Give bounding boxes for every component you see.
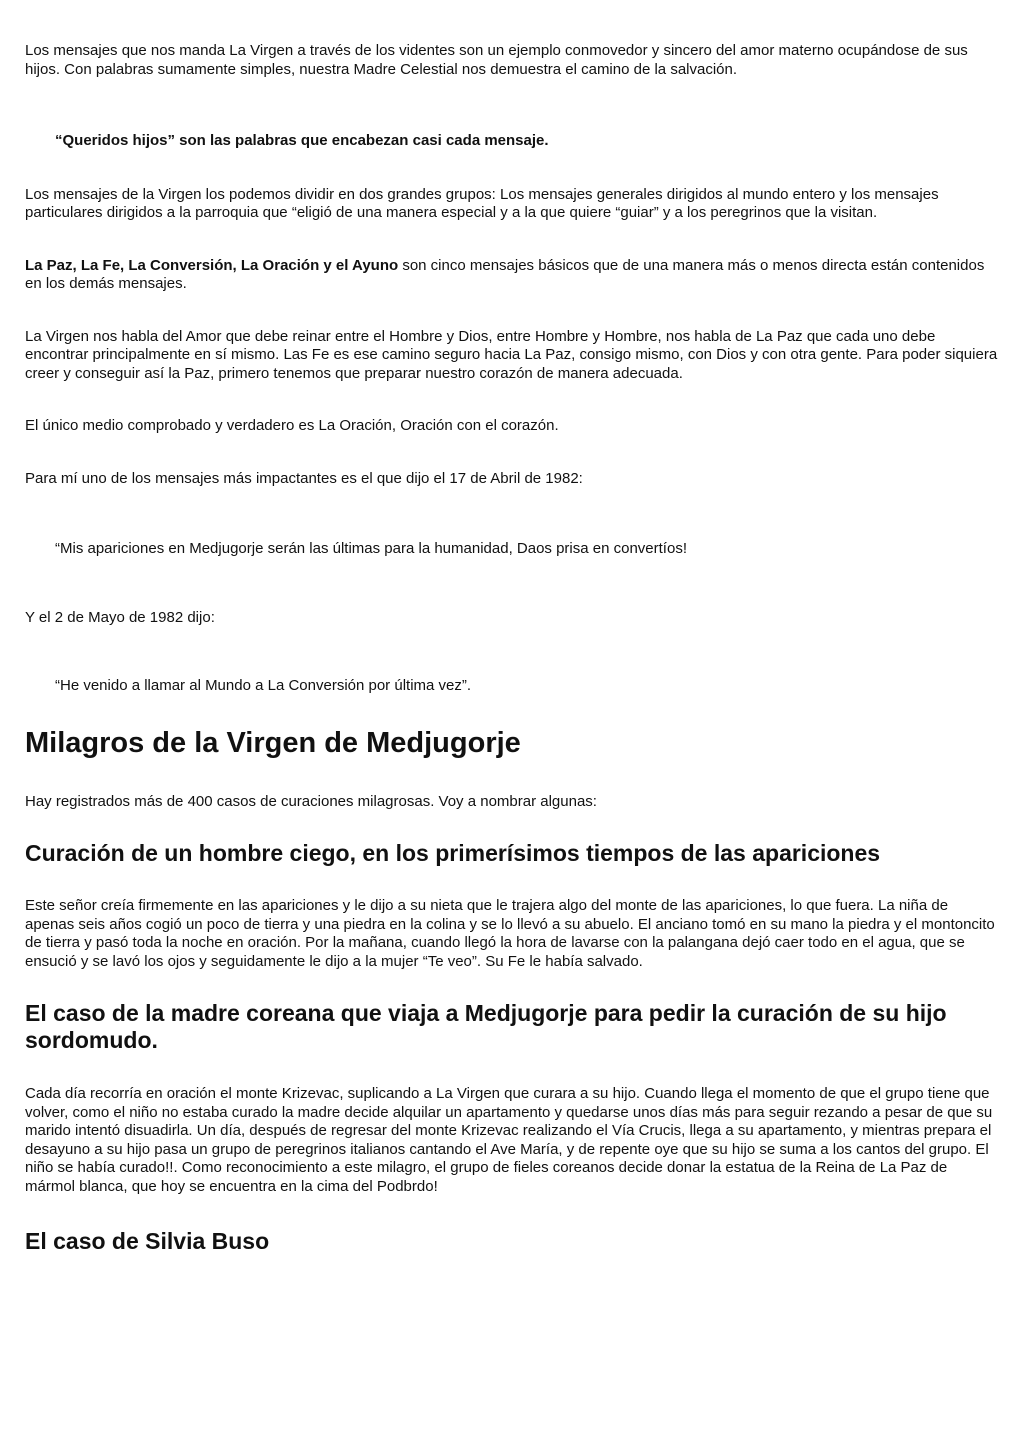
cinco-mensajes-rest: son cinco mensajes básicos que de una manera más o menos directa están contenidos en los demás mensajes.: [25, 256, 985, 292]
heading-madre-coreana: El caso de la madre coreana que viaja a Medjugorje para pedir la curación de su hijo sordomudo.: [25, 1000, 947, 1053]
heading-silvia-buso: El caso de Silvia Buso: [25, 1228, 270, 1254]
heading-hombre-ciego: Curación de un hombre ciego, en los primerísimos tiempos de las apariciones: [25, 840, 881, 866]
amor-paragraph: La Virgen nos habla del Amor que debe reinar entre el Hombre y Dios, entre Hombre y Hombre, nos habla de La Paz que cada uno debe encontrar principalmente en sí mismo. Las Fe es ese camino seguro hacia La Paz, consigo mismo, con Dios y con otra gente. Para poder siquiera creer y conseguir así la Paz, primero tenemos que preparar nuestro corazón de manera adecuada.: [25, 327, 998, 382]
quote-conversion: “He venido a llamar al Mundo a La Conversión por última vez”.: [55, 677, 472, 694]
grupos-paragraph: Los mensajes de la Virgen los podemos dividir en dos grandes grupos: Los mensajes generales dirigidos al mundo entero y los mensajes particulares dirigidos a la parroquia que “eligió de una manera especial y a la que quiere “guiar” y a los peregrinos que la visitan.: [25, 185, 939, 221]
cinco-mensajes-paragraph: [25, 257, 1001, 294]
queridos-hijos-bold: “Queridos hijos” son las palabras que encabezan casi cada mensaje.: [55, 132, 549, 149]
unico-medio-paragraph: El único medio comprobado y verdadero es La Oración, Oración con el corazón.: [25, 417, 559, 434]
para-mi-paragraph: Para mí uno de los mensajes más impactantes es el que dijo el 17 de Abril de 1982:: [25, 469, 583, 487]
cinco-mensajes-bold: La Paz, La Fe, La Conversión, La Oración y el Ayuno: [25, 256, 399, 274]
intro-paragraph: Los mensajes que nos manda La Virgen a través de los videntes son un ejemplo conmovedor y sincero del amor materno ocupándose de sus hijos. Con palabras sumamente simples, nuestra Madre Celestial nos demuestra el camino de la salvación.: [25, 42, 968, 78]
mayo-paragraph: Y el 2 de Mayo de 1982 dijo:: [25, 608, 215, 626]
madre-coreana-paragraph: Cada día recorría en oración el monte Krizevac, suplicando a La Virgen que curara a su hijo. Cuando llega el momento de que el grupo tiene que volver, como el niño no estaba curado la madre decide alquilar un apartamento y quedarse unos días más para seguir rezando a pesar de que su marido intentó disuadirla. Un día, después de regresar del monte Krizevac realizando el Vía Crucis, llega a su apartamento, y mientras prepara el desayuno a su hijo pasa un grupo de peregrinos italianos cantando el Ave María, y de repente oye que su hijo se suma a los cantos del grupo. El niño se había curado!!. Como reconocimiento a este milagro, el grupo de fieles coreanos decide donar la estatua de la Reina de La Paz de mármol blanca, que hoy se encuentra en la cima del Podbrdo!: [25, 1085, 993, 1195]
document-page: [25, 42, 1001, 1255]
registrados-paragraph: Hay registrados más de 400 casos de curaciones milagrosas. Voy a nombrar algunas:: [25, 792, 597, 810]
hombre-ciego-paragraph: Este señor creía firmemente en las apariciones y le dijo a su nieta que le trajera algo del monte de las apariciones, lo que fuera. La niña de apenas seis años cogió un poco de tierra y una piedra en la colina y se lo llevó a su abuelo. El anciano tomó en su mano la piedra y el montoncito de tierra y pasó toda la noche en oración. Por la mañana, cuando llegó la hora de lavarse con la palangana dejó caer todo en el agua, que se ensució y se lavó los ojos y seguidamente le dijo a la mujer “Te veo”. Su Fe le había salvado.: [25, 897, 995, 970]
queridos-hijos-line: [55, 132, 1001, 151]
heading-milagros: Milagros de la Virgen de Medjugorje: [25, 726, 521, 759]
quote-apariciones: “Mis apariciones en Medjugorje serán las últimas para la humanidad, Daos prisa en convertíos!: [55, 540, 687, 557]
